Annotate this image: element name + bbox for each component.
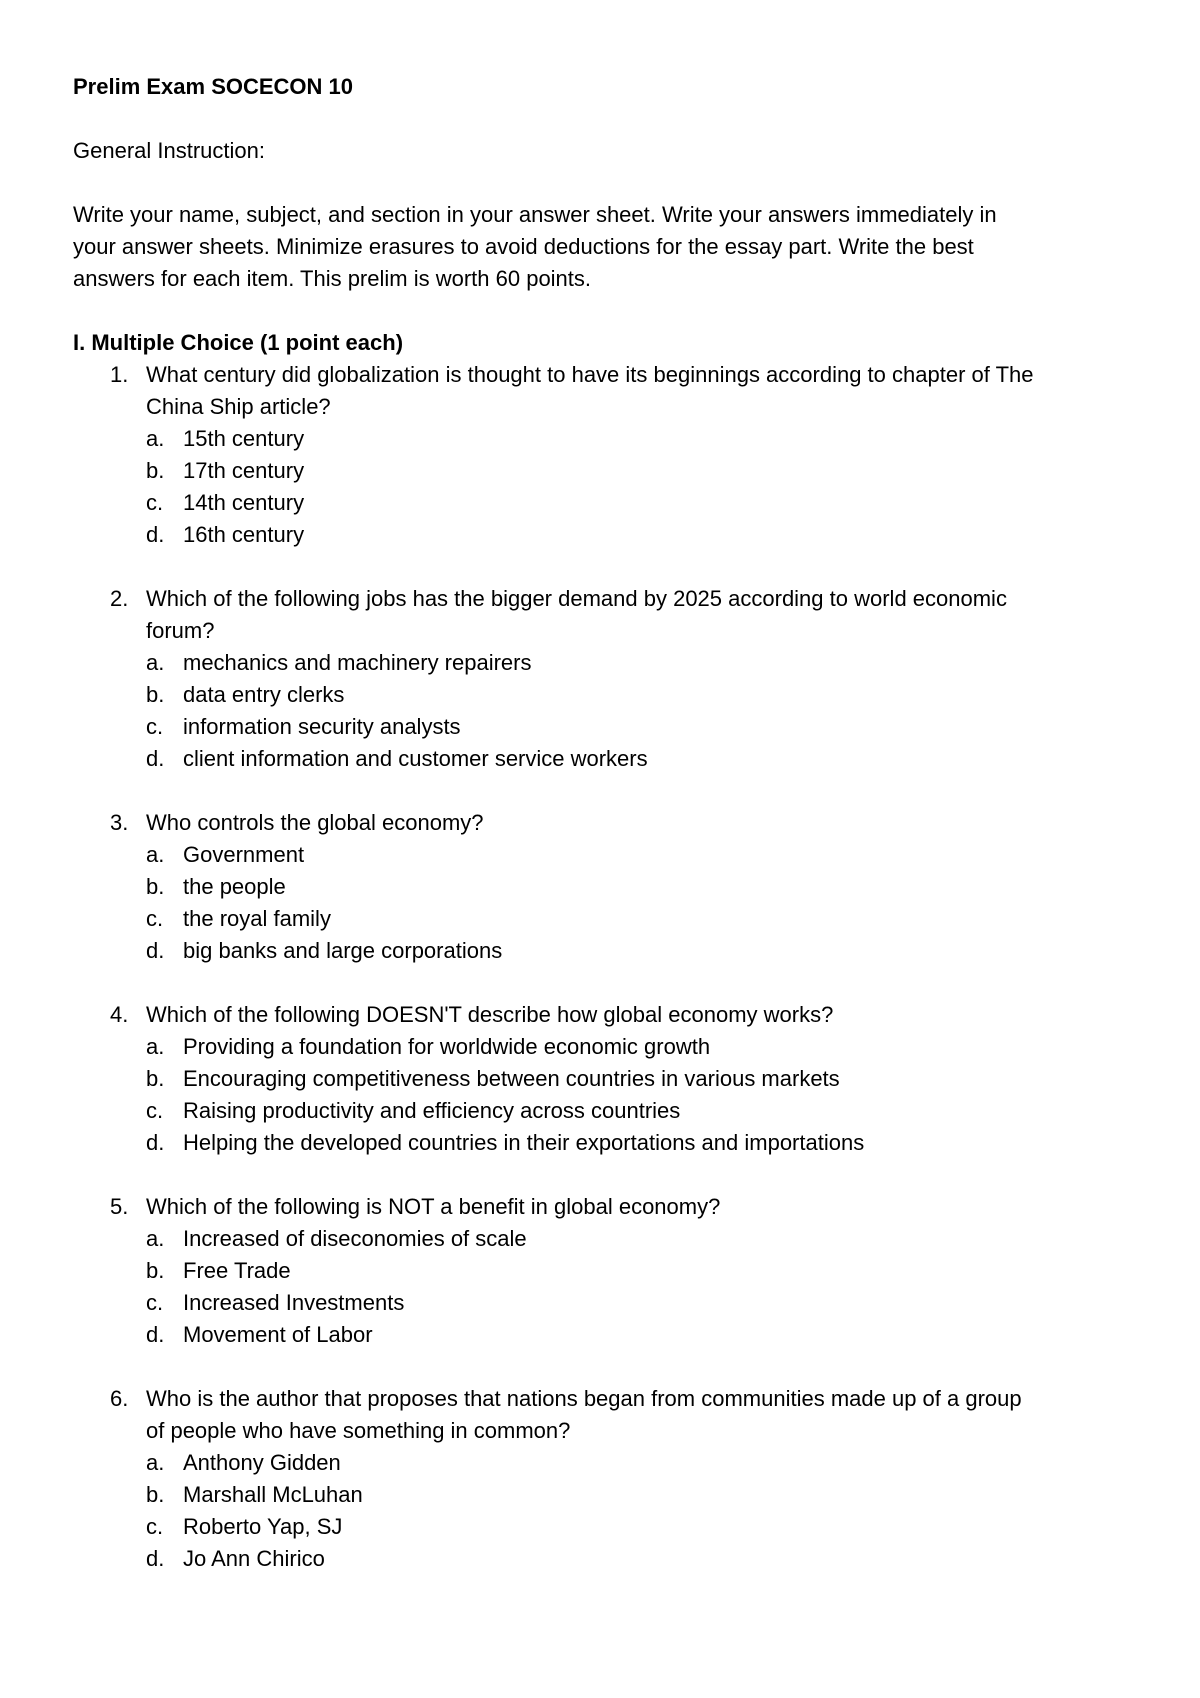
option-text: 14th century — [183, 490, 305, 515]
option-text: data entry clerks — [183, 682, 345, 707]
question-text: Which of the following DOESN'T describe how global economy works? — [146, 1002, 834, 1027]
question-text: Who is the author that proposes that nations began from communities made up of a group — [146, 1386, 1022, 1411]
section-heading: I. Multiple Choice (1 point each) — [73, 330, 404, 355]
option-letter: d. — [146, 1130, 165, 1155]
option-letter: a. — [146, 842, 165, 867]
option-text: information security analysts — [183, 714, 461, 739]
option-text: the royal family — [183, 906, 331, 931]
option-letter: b. — [146, 1482, 165, 1507]
question-text: of people who have something in common? — [146, 1418, 571, 1443]
instruction-line: Write your name, subject, and section in your answer sheet. Write your answers immediately in — [73, 202, 997, 227]
option-letter: c. — [146, 490, 164, 515]
option-letter: c. — [146, 906, 164, 931]
option-text: Roberto Yap, SJ — [183, 1514, 343, 1539]
option-text: Increased Investments — [183, 1290, 405, 1315]
option-letter: b. — [146, 1066, 165, 1091]
question-number: 3. — [110, 810, 129, 835]
question-number: 5. — [110, 1194, 129, 1219]
option-text: the people — [183, 874, 286, 899]
option-text: Jo Ann Chirico — [183, 1546, 325, 1571]
option-text: Providing a foundation for worldwide economic growth — [183, 1034, 711, 1059]
page-title: Prelim Exam SOCECON 10 — [73, 74, 354, 99]
option-letter: d. — [146, 938, 165, 963]
option-text: 17th century — [183, 458, 305, 483]
option-letter: a. — [146, 1034, 165, 1059]
option-letter: a. — [146, 1226, 165, 1251]
question-number: 2. — [110, 586, 129, 611]
option-text: Government — [183, 842, 305, 867]
option-letter: a. — [146, 650, 165, 675]
option-letter: d. — [146, 1546, 165, 1571]
option-letter: c. — [146, 1098, 164, 1123]
option-letter: b. — [146, 682, 165, 707]
option-letter: b. — [146, 1258, 165, 1283]
option-text: Free Trade — [183, 1258, 291, 1283]
question-number: 4. — [110, 1002, 129, 1027]
option-letter: d. — [146, 1322, 165, 1347]
option-text: big banks and large corporations — [183, 938, 503, 963]
option-text: Marshall McLuhan — [183, 1482, 363, 1507]
option-text: client information and customer service workers — [183, 746, 648, 771]
option-text: Helping the developed countries in their exportations and importations — [183, 1130, 865, 1155]
option-text: Encouraging competitiveness between countries in various markets — [183, 1066, 840, 1091]
question-text: Which of the following jobs has the bigger demand by 2025 according to world economic — [146, 586, 1007, 611]
instruction-line: your answer sheets. Minimize erasures to avoid deductions for the essay part. Write the best — [73, 234, 974, 259]
question-number: 6. — [110, 1386, 129, 1411]
option-letter: d. — [146, 522, 165, 547]
option-letter: b. — [146, 874, 165, 899]
option-text: Raising productivity and efficiency across countries — [183, 1098, 681, 1123]
option-letter: a. — [146, 1450, 165, 1475]
option-text: Anthony Gidden — [183, 1450, 341, 1475]
option-letter: d. — [146, 746, 165, 771]
option-letter: c. — [146, 714, 164, 739]
option-text: Increased of diseconomies of scale — [183, 1226, 527, 1251]
option-letter: c. — [146, 1514, 164, 1539]
option-text: Movement of Labor — [183, 1322, 373, 1347]
question-text: Which of the following is NOT a benefit in global economy? — [146, 1194, 721, 1219]
option-letter: b. — [146, 458, 165, 483]
question-text: China Ship article? — [146, 394, 331, 419]
question-text: Who controls the global economy? — [146, 810, 484, 835]
question-number: 1. — [110, 362, 129, 387]
option-text: 16th century — [183, 522, 305, 547]
option-letter: a. — [146, 426, 165, 451]
option-text: mechanics and machinery repairers — [183, 650, 532, 675]
option-text: 15th century — [183, 426, 305, 451]
instruction-line: answers for each item. This prelim is worth 60 points. — [73, 266, 592, 291]
question-text: forum? — [146, 618, 215, 643]
general-instruction-heading: General Instruction: — [73, 138, 265, 163]
option-letter: c. — [146, 1290, 164, 1315]
question-text: What century did globalization is thought to have its beginnings according to chapter of The — [146, 362, 1034, 387]
